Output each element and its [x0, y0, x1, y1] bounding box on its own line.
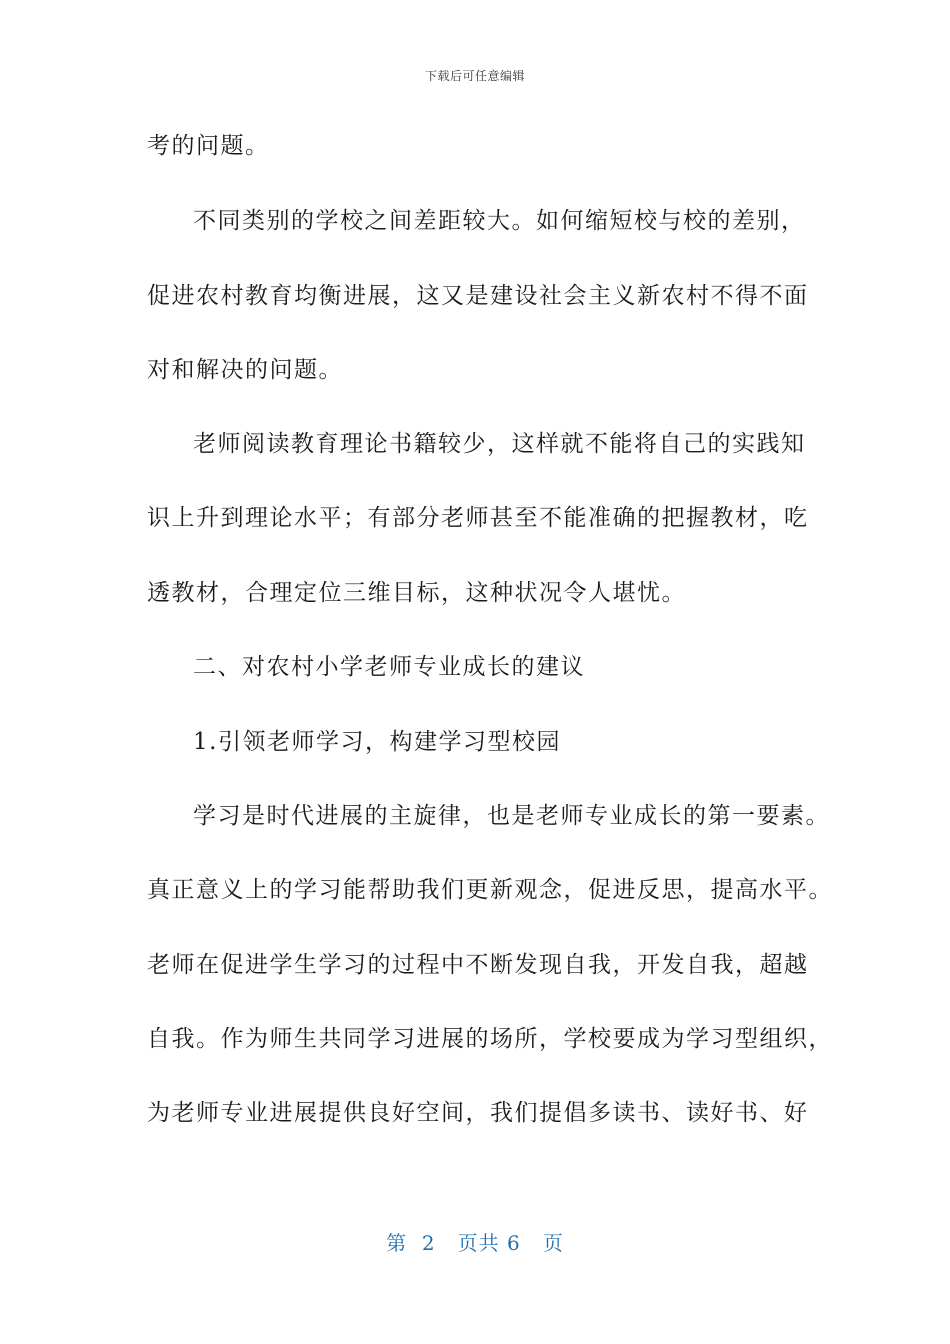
text-line: 真正意义上的学习能帮助我们更新观念，促进反思，提高水平。	[147, 877, 833, 903]
text-line: 老师阅读教育理论书籍较少，这样就不能将自己的实践知	[193, 431, 806, 457]
footer-suffix: 页	[542, 1231, 564, 1255]
text-line: 对和解决的问题。	[147, 357, 343, 383]
text-line: 学习是时代进展的主旋律，也是老师专业成长的第一要素。	[193, 803, 830, 829]
text-line: 不同类别的学校之间差距较大。如何缩短校与校的差别，	[193, 208, 806, 234]
footer-total-pages: 6	[507, 1231, 521, 1255]
text-line: 识上升到理论水平；有部分老师甚至不能准确的把握教材，吃	[147, 505, 809, 531]
page-footer	[0, 1227, 950, 1256]
footer-prefix: 第	[386, 1231, 408, 1255]
footer-page-number: 2	[421, 1231, 436, 1255]
text-line: 透教材，合理定位三维目标，这种状况令人堪忧。	[147, 580, 686, 606]
page-header: 下载后可任意编辑	[424, 69, 525, 83]
text-line: 老师在促进学生学习的过程中不断发现自我，开发自我，超越	[147, 952, 809, 978]
text-line: 为老师专业进展提供良好空间，我们提倡多读书、读好书、好	[147, 1100, 809, 1126]
text-line: 促进农村教育均衡进展，这又是建设社会主义新农村不得不面	[147, 283, 809, 309]
subsection-heading: 1.引领老师学习，构建学习型校园	[193, 729, 561, 755]
section-heading: 二、对农村小学老师专业成长的建议	[193, 654, 585, 680]
text-line: 自我。作为师生共同学习进展的场所，学校要成为学习型组织，	[147, 1026, 833, 1052]
text-line: 考的问题。	[147, 133, 270, 159]
footer-middle: 页共	[457, 1231, 500, 1255]
